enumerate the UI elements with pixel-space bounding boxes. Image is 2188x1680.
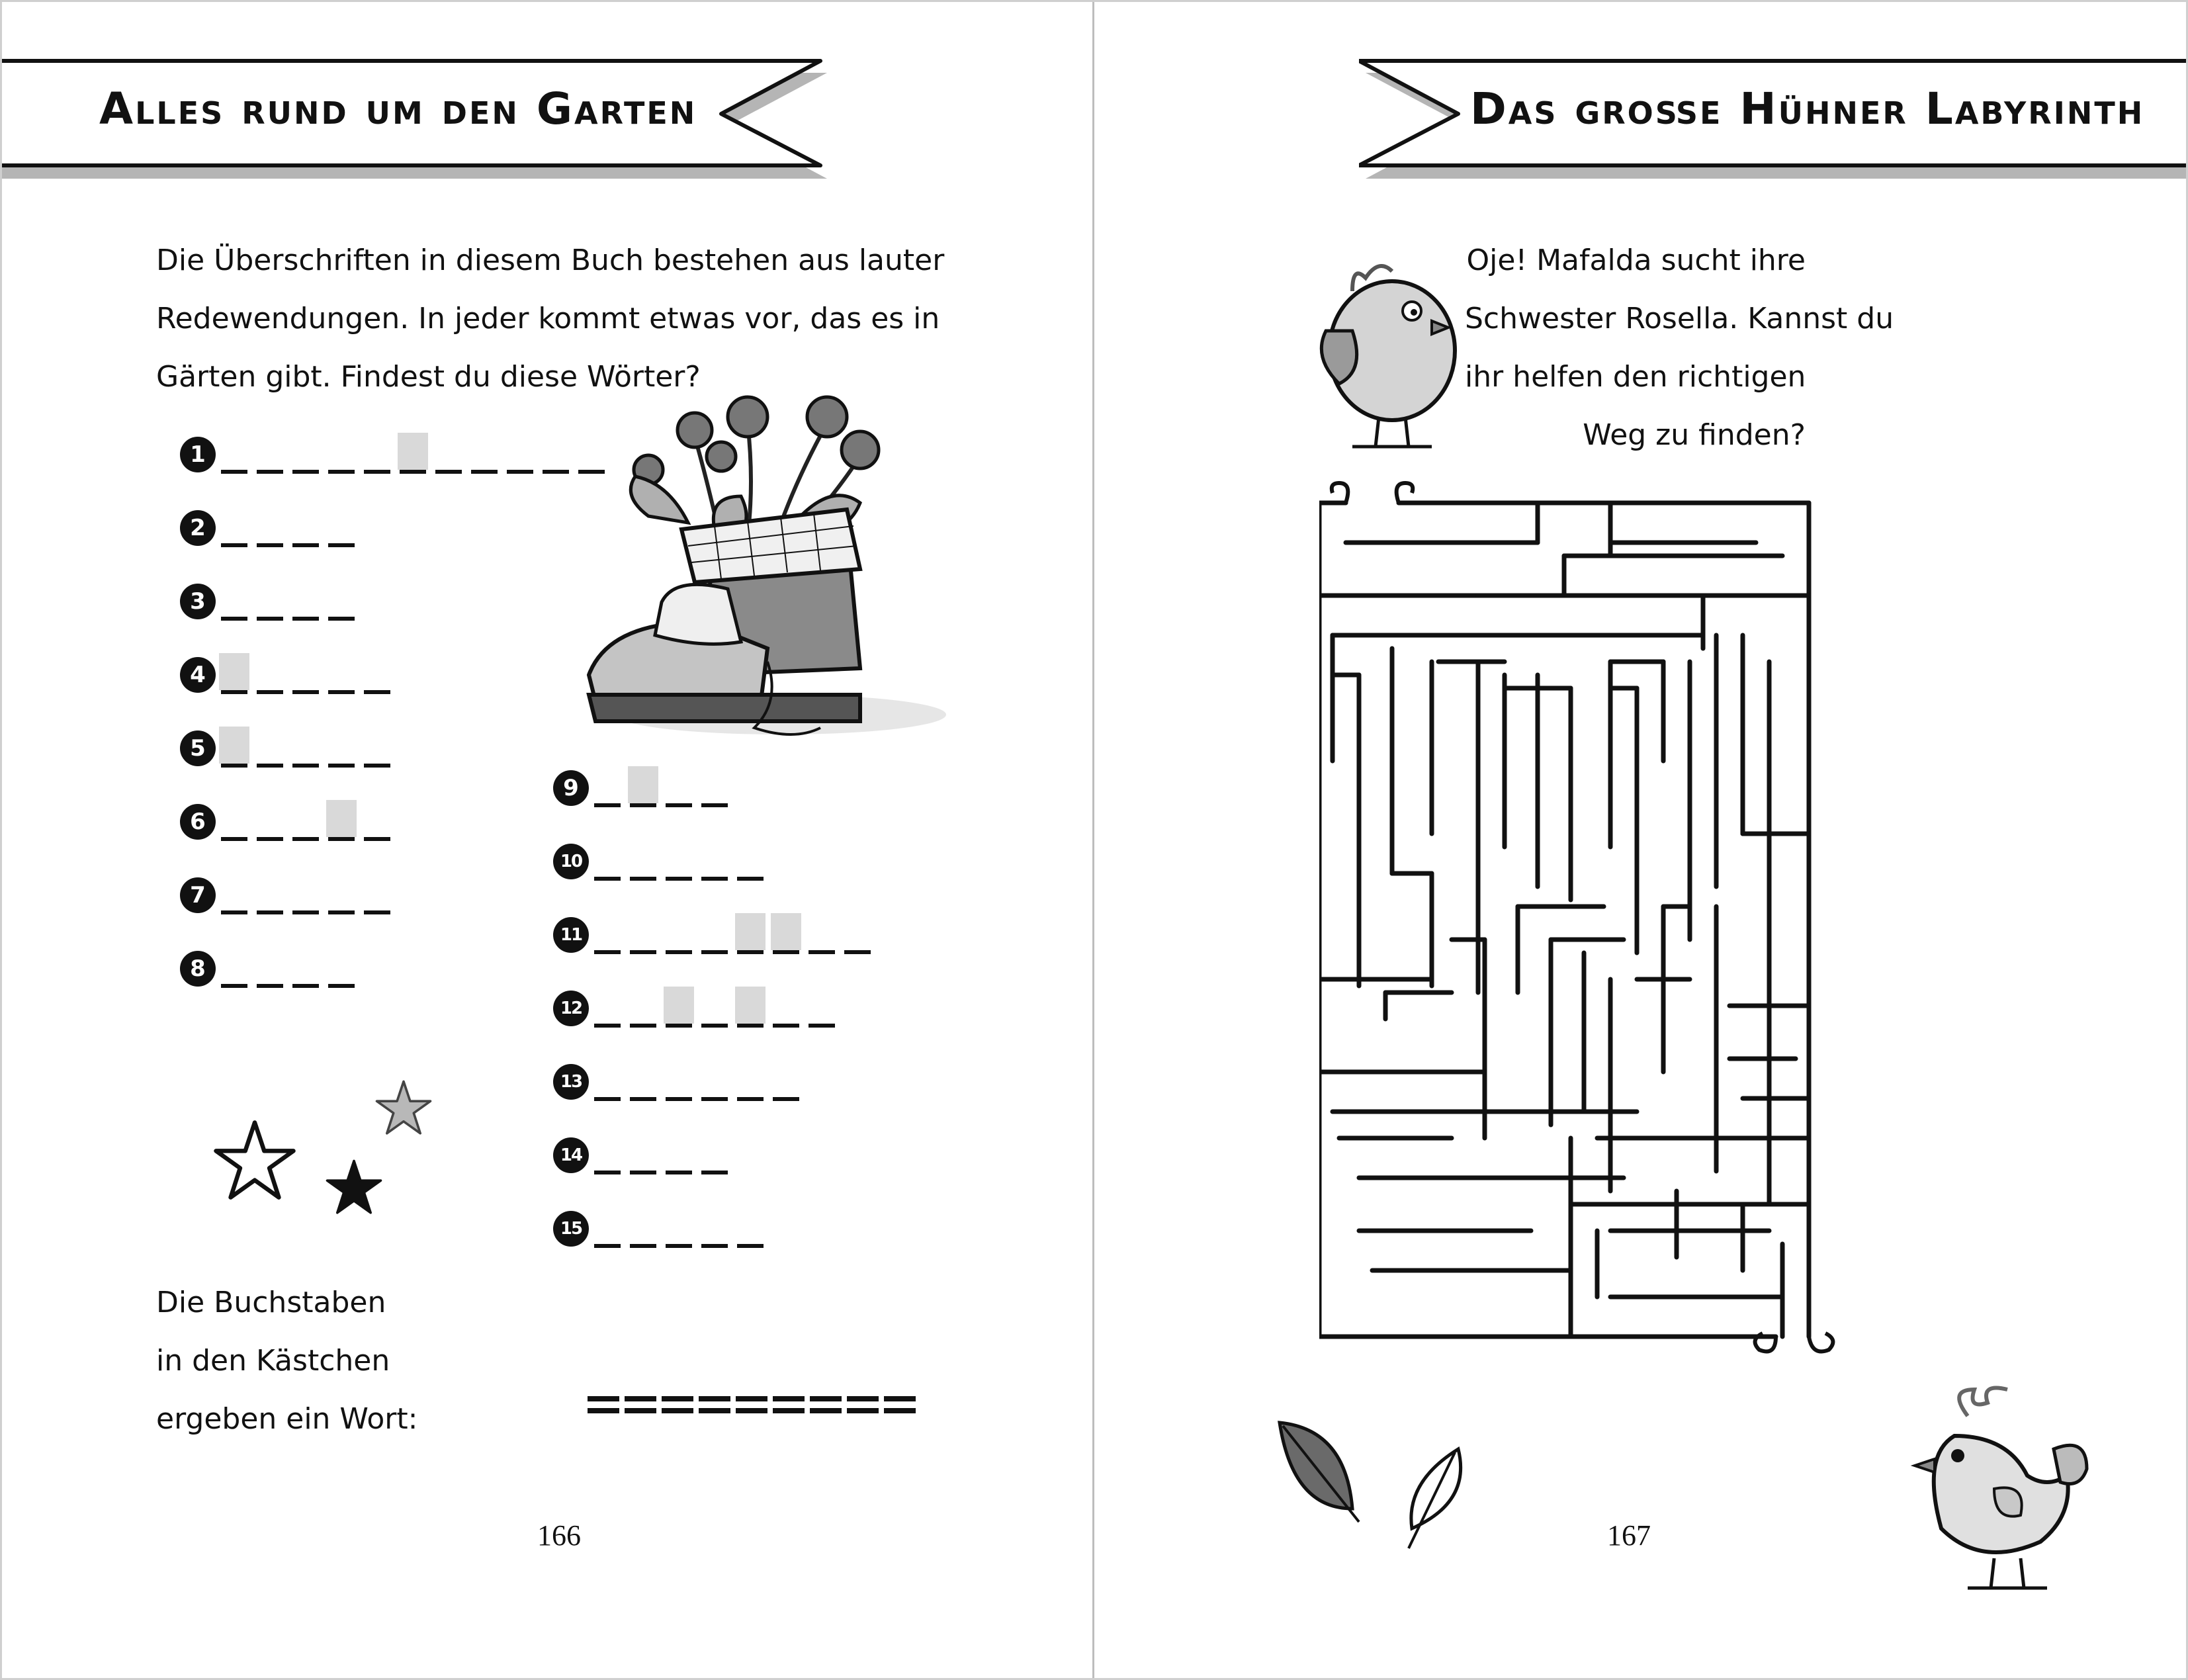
letter-slot[interactable] bbox=[221, 910, 247, 914]
letter-slot[interactable] bbox=[630, 1024, 656, 1028]
letter-slot[interactable] bbox=[257, 617, 283, 621]
letter-slot[interactable] bbox=[471, 470, 498, 474]
answer-slot-line[interactable] bbox=[884, 1396, 916, 1401]
clue-number-badge: 6 bbox=[180, 804, 216, 840]
feather-dark-icon bbox=[1266, 1409, 1372, 1528]
star-gray-icon bbox=[374, 1079, 433, 1138]
star-outline-icon bbox=[212, 1118, 298, 1204]
letter-slot[interactable] bbox=[666, 1097, 692, 1101]
page-number-left: 166 bbox=[537, 1519, 581, 1552]
clue-number-badge: 10 bbox=[553, 844, 589, 879]
letter-slot[interactable] bbox=[578, 470, 605, 474]
letter-slot[interactable] bbox=[543, 470, 569, 474]
intro-line: ihr helfen den richtigen bbox=[1465, 360, 1806, 394]
highlighted-letter-box[interactable] bbox=[735, 913, 766, 950]
letter-slot[interactable] bbox=[630, 803, 656, 807]
clue-entry bbox=[180, 437, 590, 476]
answer-slot-line[interactable] bbox=[884, 1408, 916, 1413]
letter-slot[interactable] bbox=[701, 950, 728, 954]
footer-line: Die Buchstaben bbox=[156, 1286, 386, 1319]
letter-slot[interactable] bbox=[257, 910, 283, 914]
letter-slot[interactable] bbox=[809, 950, 835, 954]
letter-slot[interactable] bbox=[328, 543, 355, 547]
highlighted-letter-box[interactable] bbox=[628, 766, 658, 803]
letter-slot[interactable] bbox=[737, 950, 764, 954]
clue-entry bbox=[180, 584, 590, 623]
highlighted-letter-box[interactable] bbox=[771, 913, 801, 950]
letter-slot[interactable] bbox=[292, 617, 319, 621]
answer-slot-line[interactable] bbox=[773, 1396, 805, 1401]
letter-slot[interactable] bbox=[594, 1171, 621, 1174]
clue-number-badge: 7 bbox=[180, 877, 216, 913]
clue-number-badge: 12 bbox=[553, 991, 589, 1026]
letter-slot[interactable] bbox=[257, 543, 283, 547]
intro-line: Oje! Mafalda sucht ihre bbox=[1466, 243, 1806, 277]
letter-slot[interactable] bbox=[666, 1024, 692, 1028]
letter-slot[interactable] bbox=[737, 1024, 764, 1028]
letter-slot[interactable] bbox=[364, 764, 390, 768]
letter-slot[interactable] bbox=[221, 543, 247, 547]
clue-entry bbox=[180, 877, 590, 917]
answer-slot-line[interactable] bbox=[588, 1408, 619, 1413]
letter-slot[interactable] bbox=[666, 803, 692, 807]
clue-number-badge: 13 bbox=[553, 1064, 589, 1100]
letter-slot[interactable] bbox=[292, 543, 319, 547]
clue-entry bbox=[180, 657, 590, 697]
footer-line: in den Kästchen bbox=[156, 1344, 390, 1378]
maze-diagram bbox=[1319, 476, 1835, 1356]
clue-number-badge: 11 bbox=[553, 917, 589, 953]
answer-slot-line[interactable] bbox=[847, 1408, 879, 1413]
chicken-rosella-illustration bbox=[1895, 1376, 2100, 1601]
letter-slot[interactable] bbox=[773, 950, 799, 954]
right-page-title: Das große Hühner Labyrinth bbox=[1470, 83, 2145, 134]
letter-slot[interactable] bbox=[328, 617, 355, 621]
highlighted-letter-box[interactable] bbox=[735, 987, 766, 1024]
letter-slot[interactable] bbox=[292, 910, 319, 914]
intro-line: Redewendungen. In jeder kommt etwas vor, das es in bbox=[156, 302, 940, 335]
star-filled-icon bbox=[324, 1158, 384, 1217]
letter-slot[interactable] bbox=[257, 690, 283, 694]
letter-slot[interactable] bbox=[701, 1097, 728, 1101]
letter-slot[interactable] bbox=[666, 1171, 692, 1174]
answer-slot-line[interactable] bbox=[810, 1408, 842, 1413]
letter-slot[interactable] bbox=[507, 470, 533, 474]
letter-slot[interactable] bbox=[594, 1097, 621, 1101]
highlighted-letter-box[interactable] bbox=[219, 653, 249, 690]
intro-line: Schwester Rosella. Kannst du bbox=[1465, 302, 1894, 335]
letter-slot[interactable] bbox=[292, 837, 319, 841]
letter-slot[interactable] bbox=[701, 803, 728, 807]
letter-slot[interactable] bbox=[666, 877, 692, 881]
letter-slot[interactable] bbox=[594, 950, 621, 954]
answer-slot-line[interactable] bbox=[736, 1396, 767, 1401]
answer-slot-line[interactable] bbox=[662, 1408, 693, 1413]
intro-line: Weg zu finden? bbox=[1583, 418, 1806, 452]
letter-slot[interactable] bbox=[737, 1244, 764, 1248]
highlighted-letter-box[interactable] bbox=[219, 727, 249, 764]
intro-line: Gärten gibt. Findest du diese Wörter? bbox=[156, 360, 701, 394]
letter-slot[interactable] bbox=[594, 1244, 621, 1248]
letter-slot[interactable] bbox=[594, 877, 621, 881]
letter-slot[interactable] bbox=[701, 877, 728, 881]
footer-line: ergeben ein Wort: bbox=[156, 1402, 418, 1436]
letter-slot[interactable] bbox=[594, 1024, 621, 1028]
clue-number-badge: 8 bbox=[180, 951, 216, 987]
clue-number-badge: 2 bbox=[180, 510, 216, 546]
letter-slot[interactable] bbox=[292, 764, 319, 768]
letter-slot[interactable] bbox=[292, 984, 319, 988]
clue-number-badge: 3 bbox=[180, 584, 216, 619]
feather-light-icon bbox=[1392, 1442, 1471, 1555]
highlighted-letter-box[interactable] bbox=[326, 800, 357, 837]
answer-slot-line[interactable] bbox=[847, 1396, 879, 1401]
clue-number-badge: 14 bbox=[553, 1137, 589, 1173]
highlighted-letter-box[interactable] bbox=[398, 433, 428, 470]
footer-text bbox=[156, 1274, 417, 1448]
letter-slot[interactable] bbox=[328, 837, 355, 841]
letter-slot[interactable] bbox=[630, 950, 656, 954]
right-intro-text bbox=[1465, 232, 1894, 464]
letter-slot[interactable] bbox=[666, 1244, 692, 1248]
left-page-title: Alles rund um den Garten bbox=[99, 83, 697, 134]
letter-slot[interactable] bbox=[435, 470, 462, 474]
letter-slot[interactable] bbox=[257, 764, 283, 768]
clue-entry bbox=[553, 1137, 963, 1177]
letter-slot[interactable] bbox=[328, 984, 355, 988]
letter-slot[interactable] bbox=[364, 910, 390, 914]
clue-entry bbox=[180, 804, 590, 844]
clue-number-badge: 5 bbox=[180, 730, 216, 766]
letter-slot[interactable] bbox=[221, 984, 247, 988]
letter-slot[interactable] bbox=[328, 470, 355, 474]
answer-slot-line[interactable] bbox=[773, 1408, 805, 1413]
letter-slot[interactable] bbox=[257, 837, 283, 841]
answer-slot-line[interactable] bbox=[625, 1408, 656, 1413]
answer-slot-line[interactable] bbox=[625, 1396, 656, 1401]
clue-entry bbox=[553, 770, 963, 810]
highlighted-letter-box[interactable] bbox=[664, 987, 694, 1024]
letter-slot[interactable] bbox=[844, 950, 871, 954]
clue-number-badge: 4 bbox=[180, 657, 216, 693]
letter-slot[interactable] bbox=[221, 837, 247, 841]
letter-slot[interactable] bbox=[328, 690, 355, 694]
letter-slot[interactable] bbox=[400, 470, 426, 474]
letter-slot[interactable] bbox=[257, 984, 283, 988]
letter-slot[interactable] bbox=[630, 1097, 656, 1101]
letter-slot[interactable] bbox=[328, 764, 355, 768]
answer-slot-line[interactable] bbox=[699, 1408, 730, 1413]
letter-slot[interactable] bbox=[773, 1097, 799, 1101]
clue-entry bbox=[180, 510, 590, 550]
clue-entry bbox=[180, 730, 590, 770]
clue-number-badge: 9 bbox=[553, 770, 589, 806]
answer-slot-line[interactable] bbox=[588, 1396, 619, 1401]
answer-slot-line[interactable] bbox=[810, 1396, 842, 1401]
clue-entry bbox=[553, 1064, 963, 1104]
letter-slot[interactable] bbox=[701, 1024, 728, 1028]
page-number-right: 167 bbox=[1607, 1519, 1651, 1552]
letter-slot[interactable] bbox=[701, 1171, 728, 1174]
letter-slot[interactable] bbox=[221, 764, 247, 768]
boot-with-flowers-illustration bbox=[582, 384, 966, 754]
answer-slot-line[interactable] bbox=[699, 1396, 730, 1401]
letter-slot[interactable] bbox=[701, 1244, 728, 1248]
answer-slot-line[interactable] bbox=[736, 1408, 767, 1413]
clue-entry bbox=[553, 1211, 963, 1251]
clue-number-badge: 15 bbox=[553, 1211, 589, 1247]
clue-entry bbox=[553, 844, 963, 883]
clue-number-badge: 1 bbox=[180, 437, 216, 472]
right-page bbox=[1094, 0, 2188, 1680]
left-intro-text bbox=[156, 232, 944, 406]
letter-slot[interactable] bbox=[221, 470, 247, 474]
letter-slot[interactable] bbox=[630, 877, 656, 881]
letter-slot[interactable] bbox=[292, 690, 319, 694]
letter-slot[interactable] bbox=[773, 1024, 799, 1028]
clue-entry bbox=[180, 951, 590, 991]
chicken-mafalda-illustration bbox=[1313, 258, 1465, 457]
clue-entry bbox=[553, 991, 963, 1030]
letter-slot[interactable] bbox=[364, 690, 390, 694]
letter-slot[interactable] bbox=[630, 1171, 656, 1174]
intro-line: Die Überschriften in diesem Buch bestehen aus lauter bbox=[156, 243, 945, 277]
letter-slot[interactable] bbox=[630, 1244, 656, 1248]
letter-slot[interactable] bbox=[221, 690, 247, 694]
letter-slot[interactable] bbox=[221, 617, 247, 621]
answer-slot-line[interactable] bbox=[662, 1396, 693, 1401]
letter-slot[interactable] bbox=[328, 910, 355, 914]
letter-slot[interactable] bbox=[257, 470, 283, 474]
letter-slot[interactable] bbox=[364, 837, 390, 841]
letter-slot[interactable] bbox=[364, 470, 390, 474]
letter-slot[interactable] bbox=[292, 470, 319, 474]
answer-slots bbox=[588, 1396, 925, 1423]
letter-slot[interactable] bbox=[737, 1097, 764, 1101]
letter-slot[interactable] bbox=[809, 1024, 835, 1028]
letter-slot[interactable] bbox=[666, 950, 692, 954]
clue-entry bbox=[553, 917, 963, 957]
letter-slot[interactable] bbox=[737, 877, 764, 881]
letter-slot[interactable] bbox=[594, 803, 621, 807]
